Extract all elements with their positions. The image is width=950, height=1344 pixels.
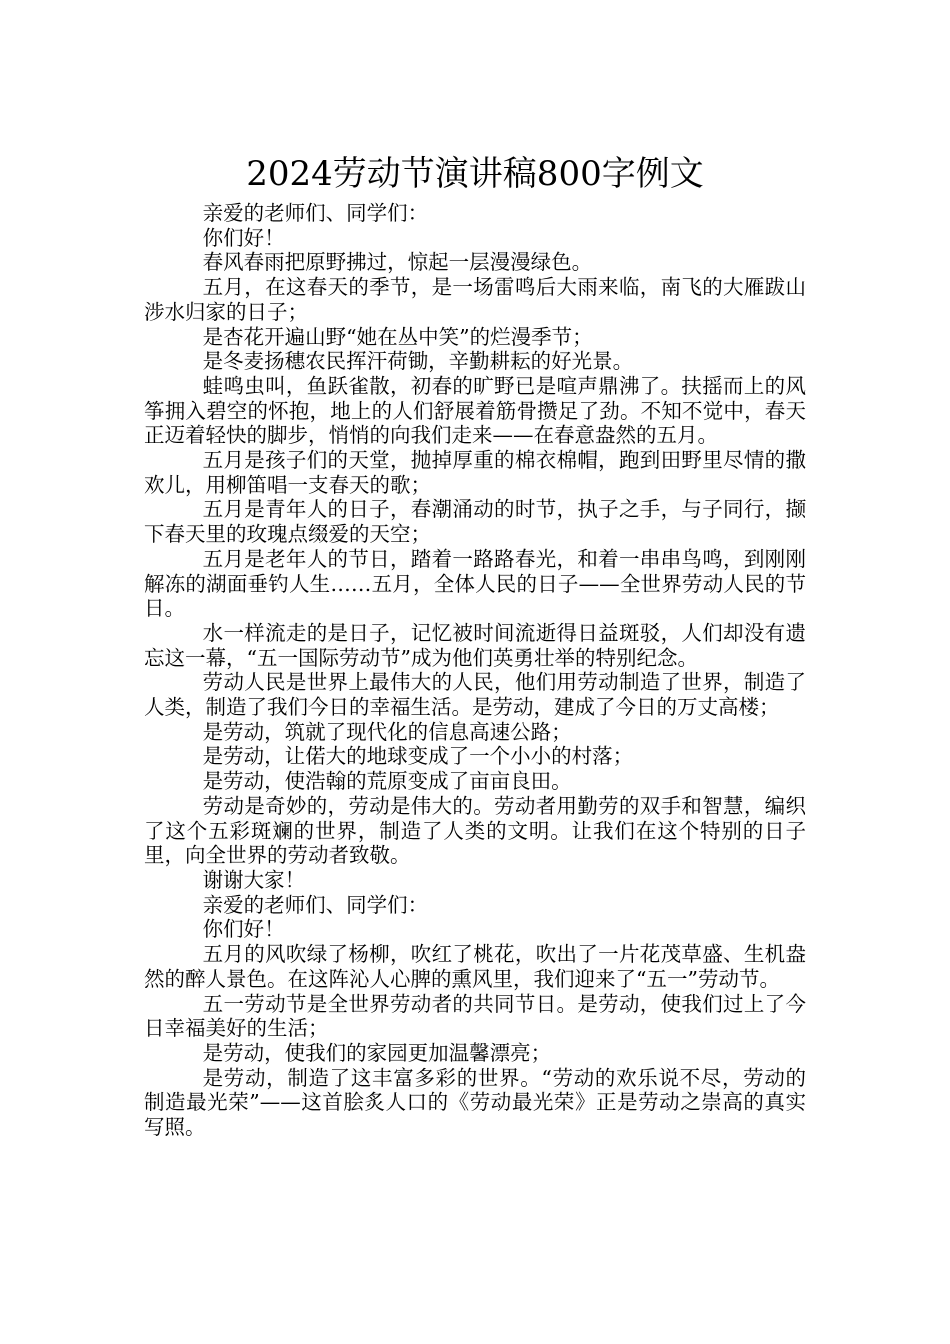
paragraph: 是劳动，筑就了现代化的信息高速公路； [202, 719, 572, 744]
paragraph: 五一劳动节是全世界劳动者的共同节日。是劳动，使我们过上了今日幸福美好的生活； [144, 991, 806, 1041]
paragraph: 水一样流走的是日子，记忆被时间流逝得日益斑驳，人们却没有遗忘这一幕，“五一国际劳动节”成为他们英勇壮举的特别纪念。 [144, 620, 806, 670]
paragraph: 是劳动，使我们的家园更加温馨漂亮； [202, 1040, 552, 1065]
paragraph: 你们好！ [202, 225, 285, 250]
paragraph: 五月的风吹绿了杨柳，吹红了桃花，吹出了一片花茂草盛、生机盎然的醉人景色。在这阵沁人心脾的熏风里，我们迎来了“五一”劳动节。 [144, 942, 806, 991]
paragraph: 亲爱的老师们、同学们： [202, 892, 429, 917]
paragraph: 是劳动，制造了这丰富多彩的世界。“劳动的欢乐说不尽，劳动的制造最光荣”——这首脍炙人口的《劳动最光荣》正是劳动之崇高的真实写照。 [144, 1065, 806, 1140]
paragraph: 是劳动，让偌大的地球变成了一个小小的村落； [202, 744, 634, 769]
document-title: 2024劳动节演讲稿800字例文 [246, 153, 704, 194]
paragraph: 谢谢大家！ [202, 867, 306, 892]
paragraph: 是杏花开遍山野“她在丛中笑”的烂漫季节； [202, 324, 593, 349]
paragraph: 你们好！ [202, 917, 285, 942]
paragraph: 五月是老年人的节日，踏着一路路春光，和着一串串鸟鸣，到刚刚解冻的湖面垂钓人生……五月，全体人民的日子——全世界劳动人民的节日。 [144, 546, 806, 621]
paragraph: 劳动是奇妙的，劳动是伟大的。劳动者用勤劳的双手和智慧，编织了这个五彩斑斓的世界，制造了人类的文明。让我们在这个特别的日子里，向全世界的劳动者致敬。 [144, 793, 806, 868]
paragraph: 五月是青年人的日子，春潮涌动的时节，执子之手，与子同行，撷下春天里的玫瑰点缀爱的天空； [144, 497, 806, 547]
paragraph: 劳动人民是世界上最伟大的人民，他们用劳动制造了世界，制造了人类，制造了我们今日的幸福生活。是劳动，建成了今日的万丈高楼； [144, 670, 806, 720]
paragraph: 五月，在这春天的季节，是一场雷鸣后大雨来临，南飞的大雁跋山涉水归家的日子； [144, 275, 806, 324]
document-body [144, 201, 806, 1140]
paragraph: 五月是孩子们的天堂，抛掉厚重的棉衣棉帽，跑到田野里尽情的撒欢儿，用柳笛唱一支春天的歌； [144, 448, 806, 497]
paragraph: 是劳动，使浩翰的荒原变成了亩亩良田。 [202, 769, 572, 794]
paragraph: 春风春雨把原野拂过，惊起一层漫漫绿色。 [202, 250, 593, 275]
paragraph: 亲爱的老师们、同学们： [202, 201, 429, 225]
paragraph: 蛙鸣虫叫，鱼跃雀散，初春的旷野已是喧声鼎沸了。扶摇而上的风筝拥入碧空的怀抱，地上的人们舒展着筋骨攒足了劲。不知不觉中，春天正迈着轻快的脚步，悄悄的向我们走来——在春意盎然的五月。 [144, 373, 806, 448]
paragraph: 是冬麦扬穗农民挥汗荷锄，辛勤耕耘的好光景。 [202, 349, 634, 374]
